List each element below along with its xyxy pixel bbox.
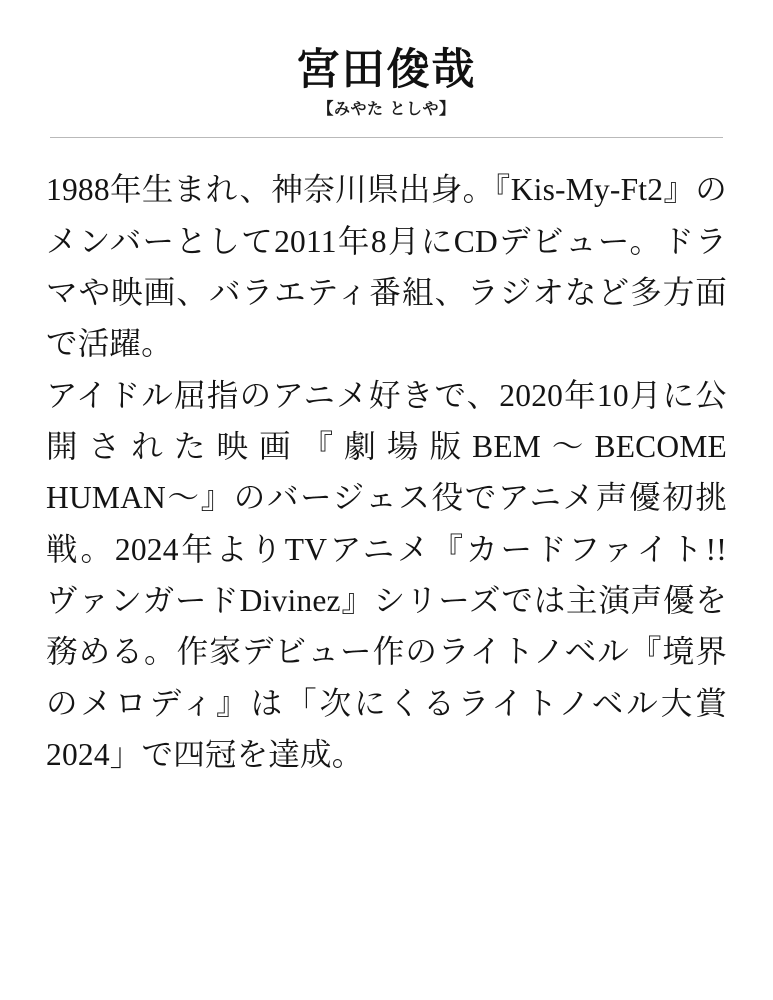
bio-paragraph: 1988年生まれ、神奈川県出身。『Kis-My-Ft2』のメンバーとして2011年8月にCDデビュー。ドラマや映画、バラエティ番組、ラジオなど多方面で活躍。 <box>46 172 727 362</box>
profile-name-reading: 【みやた としや】 <box>317 99 456 119</box>
profile-bio <box>46 164 759 780</box>
page-title: 宮田俊哉 <box>296 45 477 95</box>
profile-header <box>46 30 727 119</box>
header-divider <box>50 137 723 138</box>
bio-paragraph: アイドル屈指のアニメ好きで、2020年10月に公開された映画『劇場版BEM〜BECOME HUMAN〜』のバージェス役でアニメ声優初挑戦。2024年よりTVアニメ『カードファイト!! ヴァンガードDivinez』シリーズでは主演声優を務める。作家デビュー作のライトノベル『境界のメロディ』は「次にくるライトノベル大賞2024」で四冠を達成。 <box>46 377 759 772</box>
